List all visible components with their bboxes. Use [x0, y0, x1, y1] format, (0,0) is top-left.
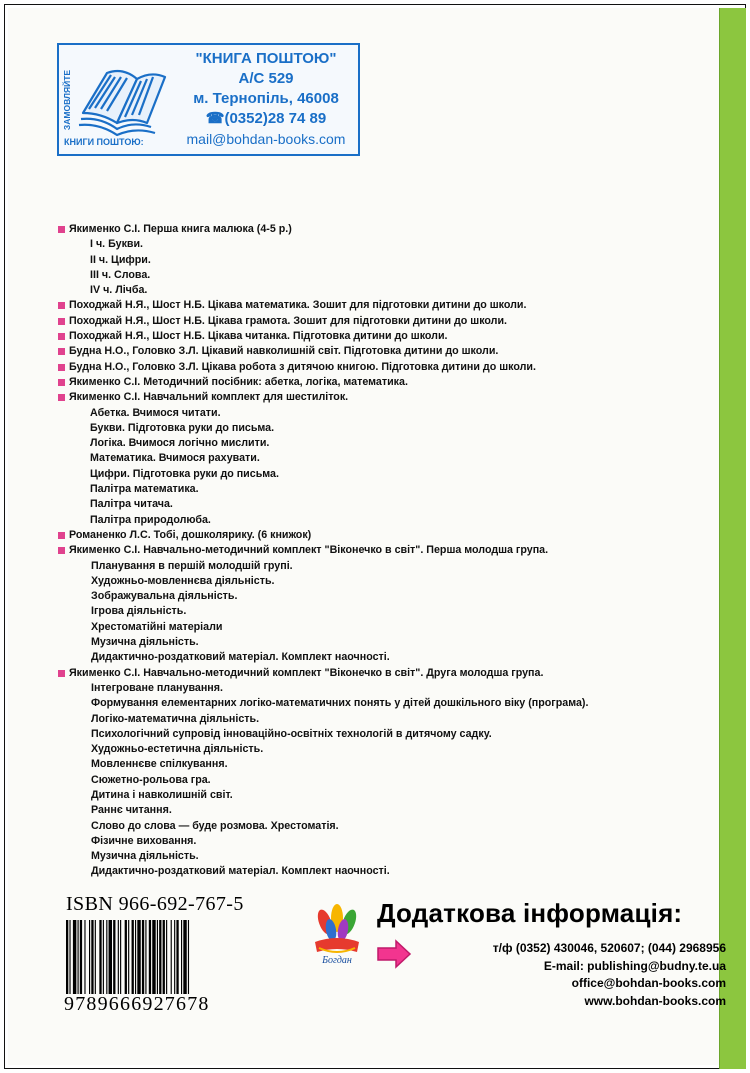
barcode-bar: [171, 920, 172, 994]
catalog-title: Будна Н.О., Головко З.Л. Цікавий навколишній світ. Підготовка дитини до школи.: [58, 344, 718, 359]
barcode-bar: [120, 920, 121, 994]
barcode-bar: [125, 920, 127, 994]
stamp-side-label: ЗАМОВЛЯЙТЕ: [62, 69, 72, 130]
barcode-bar: [135, 920, 136, 994]
catalog-subitem: І ч. Букви.: [90, 238, 144, 251]
barcode-bar: [152, 920, 155, 994]
barcode-bar: [113, 920, 115, 994]
catalog-subitem: IV ч. Лічба.: [90, 284, 148, 297]
catalog-title: Романенко Л.С. Тобі, дошколярику. (6 книжок): [58, 528, 718, 543]
catalog-subitem: Букви. Підготовка руки до письма.: [90, 421, 275, 434]
catalog-subitem: Хрестоматійні матеріали: [91, 620, 223, 633]
stamp-address: [177, 49, 355, 149]
catalog-subitem: Логіка. Вчимося логічно мислити.: [90, 437, 270, 450]
catalog-subitem: Слово до слова — буде розмова. Хрестоматія.: [91, 819, 339, 832]
catalog-subitem: Сюжетно-рольова гра.: [91, 773, 211, 786]
barcode-bar: [163, 920, 165, 994]
contact-email-office: office@bohdan-books.com: [571, 976, 726, 990]
catalog-subitem: Абетка. Вчимося читати.: [90, 406, 221, 419]
barcode-bar: [145, 920, 146, 994]
stamp-line-box: А/С 529: [238, 70, 294, 87]
catalog-subitem: Художньо-мовленнєва діяльність.: [91, 574, 275, 587]
barcode-bar: [118, 920, 119, 994]
catalog-subitem: Музична діяльність.: [91, 636, 199, 649]
catalog-subitem: Ігрова діяльність.: [91, 605, 187, 618]
barcode-bar: [183, 920, 186, 994]
barcode-bar: [132, 920, 134, 994]
stamp-line-title: "КНИГА ПОШТОЮ": [195, 50, 337, 67]
isbn-label: ISBN 966-692-767-5: [66, 893, 244, 915]
catalog-subitem: Дитина і навколишній світ.: [91, 788, 233, 801]
catalog-subitem: Дидактично-роздатковий матеріал. Комплект наочності.: [91, 865, 390, 878]
barcode-bar: [142, 920, 144, 994]
barcode-bar: [181, 920, 182, 994]
arrow-right-icon: [376, 939, 412, 969]
barcode-bar: [91, 920, 93, 994]
barcode-bar: [159, 920, 161, 994]
barcode-bar: [188, 920, 189, 994]
barcode-bar: [84, 920, 85, 994]
catalog-subitem: Формування елементарних логіко-математичних понять у дітей дошкільного віку (програма).: [91, 697, 589, 710]
catalog-subitem: Психологічний супровід інноваційно-освітніх технологій в дитячому садку.: [91, 727, 492, 740]
barcode-bar: [99, 920, 101, 994]
barcode-bar: [106, 920, 107, 994]
catalog-subitem: Палітра природолюба.: [90, 513, 211, 526]
catalog-subitem: Інтегроване планування.: [91, 681, 223, 694]
book-catalog-list: [58, 222, 718, 880]
stamp-line-email: mail@bohdan-books.com: [186, 131, 346, 147]
catalog-subitem: Логіко-математична діяльність.: [91, 712, 260, 725]
catalog-title: Походжай Н.Я., Шост Н.Б. Цікава читанка. Підготовка дитини до школи.: [58, 329, 718, 344]
mail-order-stamp: [57, 43, 360, 156]
catalog-subitem: Фізичне виховання.: [91, 834, 197, 847]
barcode-bar: [103, 920, 104, 994]
catalog-title: Якименко С.І. Навчальний комплект для шестиліток.: [58, 390, 718, 405]
catalog-subitem: ІІІ ч. Слова.: [90, 268, 151, 281]
barcode-bar: [78, 920, 79, 994]
catalog-subitem: Цифри. Підготовка руки до письма.: [90, 467, 279, 480]
catalog-subitem: Палітра читача.: [90, 498, 173, 511]
catalog-subitem: Дидактично-роздатковий матеріал. Комплект наочності.: [91, 651, 390, 664]
catalog-subitem: Математика. Вчимося рахувати.: [90, 452, 260, 465]
stamp-bottom-label: КНИГИ ПОШТОЮ:: [64, 137, 144, 147]
catalog-title: Якименко С.І. Навчально-методичний комплект "Віконечко в світ". Перша молодша група.: [58, 543, 718, 558]
contact-info: [493, 940, 726, 1010]
stamp-line-city: м. Тернопіль, 46008: [193, 90, 339, 107]
barcode-bar: [166, 920, 167, 994]
open-book-icon: [77, 53, 169, 145]
barcode-bar: [89, 920, 90, 994]
barcode: [66, 920, 244, 994]
barcode-bar: [66, 920, 68, 994]
barcode-bar: [137, 920, 140, 994]
contact-phone: т/ф (0352) 430046, 520607; (044) 2968956: [492, 941, 726, 955]
barcode-bar: [73, 920, 76, 994]
barcode-bar: [80, 920, 82, 994]
catalog-title: Якименко С.І. Методичний посібник: абетка, логіка, математика.: [58, 375, 718, 390]
barcode-bar: [128, 920, 129, 994]
catalog-subitem: Художньо-естетична діяльність.: [91, 743, 264, 756]
catalog-title: Походжай Н.Я., Шост Н.Б. Цікава грамота. Зошит для підготовки дитини до школи.: [58, 314, 718, 329]
catalog-subitem: Зображувальна діяльність.: [91, 590, 238, 603]
contact-email: E-mail: publishing@budny.te.ua: [543, 958, 726, 973]
barcode-bar: [176, 920, 178, 994]
catalog-subitem: Музична діяльність.: [91, 850, 199, 863]
barcode-bar: [95, 920, 96, 994]
catalog-subitem: Мовленнєве спілкування.: [91, 758, 228, 771]
barcode-number: 9789666927678: [64, 993, 210, 1015]
stamp-line-phone: ☎(0352)28 74 89: [205, 110, 327, 127]
catalog-subitem: Раннє читання.: [91, 804, 172, 817]
green-spine-strip: [720, 8, 746, 1069]
barcode-bar: [174, 920, 175, 994]
catalog-subitem: ІІ ч. Цифри.: [90, 253, 151, 266]
catalog-title: Якименко С.І. Навчально-методичний комплект "Віконечко в світ". Друга молодша група.: [58, 666, 718, 681]
barcode-bar: [69, 920, 70, 994]
catalog-title: Якименко С.І. Перша книга малюка (4-5 р.): [58, 222, 718, 237]
publisher-logo: [311, 904, 363, 966]
barcode-bar: [149, 920, 151, 994]
catalog-title: Походжай Н.Я., Шост Н.Б. Цікава математика. Зошит для підготовки дитини до школи.: [58, 298, 718, 313]
barcode-bar: [157, 920, 158, 994]
info-title: Додаткова інформація:: [377, 898, 683, 928]
catalog-subitem: Палітра математика.: [90, 483, 199, 496]
catalog-subitem: Планування в першій молодшій групі.: [91, 559, 293, 572]
catalog-title: Будна Н.О., Головко З.Л. Цікава робота з дитячою книгою. Підготовка дитини до школи.: [58, 360, 718, 375]
barcode-bar: [109, 920, 112, 994]
phone-icon: ☎: [205, 110, 225, 127]
logo-text: Богдан: [322, 955, 352, 966]
contact-website: www.bohdan-books.com: [584, 993, 726, 1008]
